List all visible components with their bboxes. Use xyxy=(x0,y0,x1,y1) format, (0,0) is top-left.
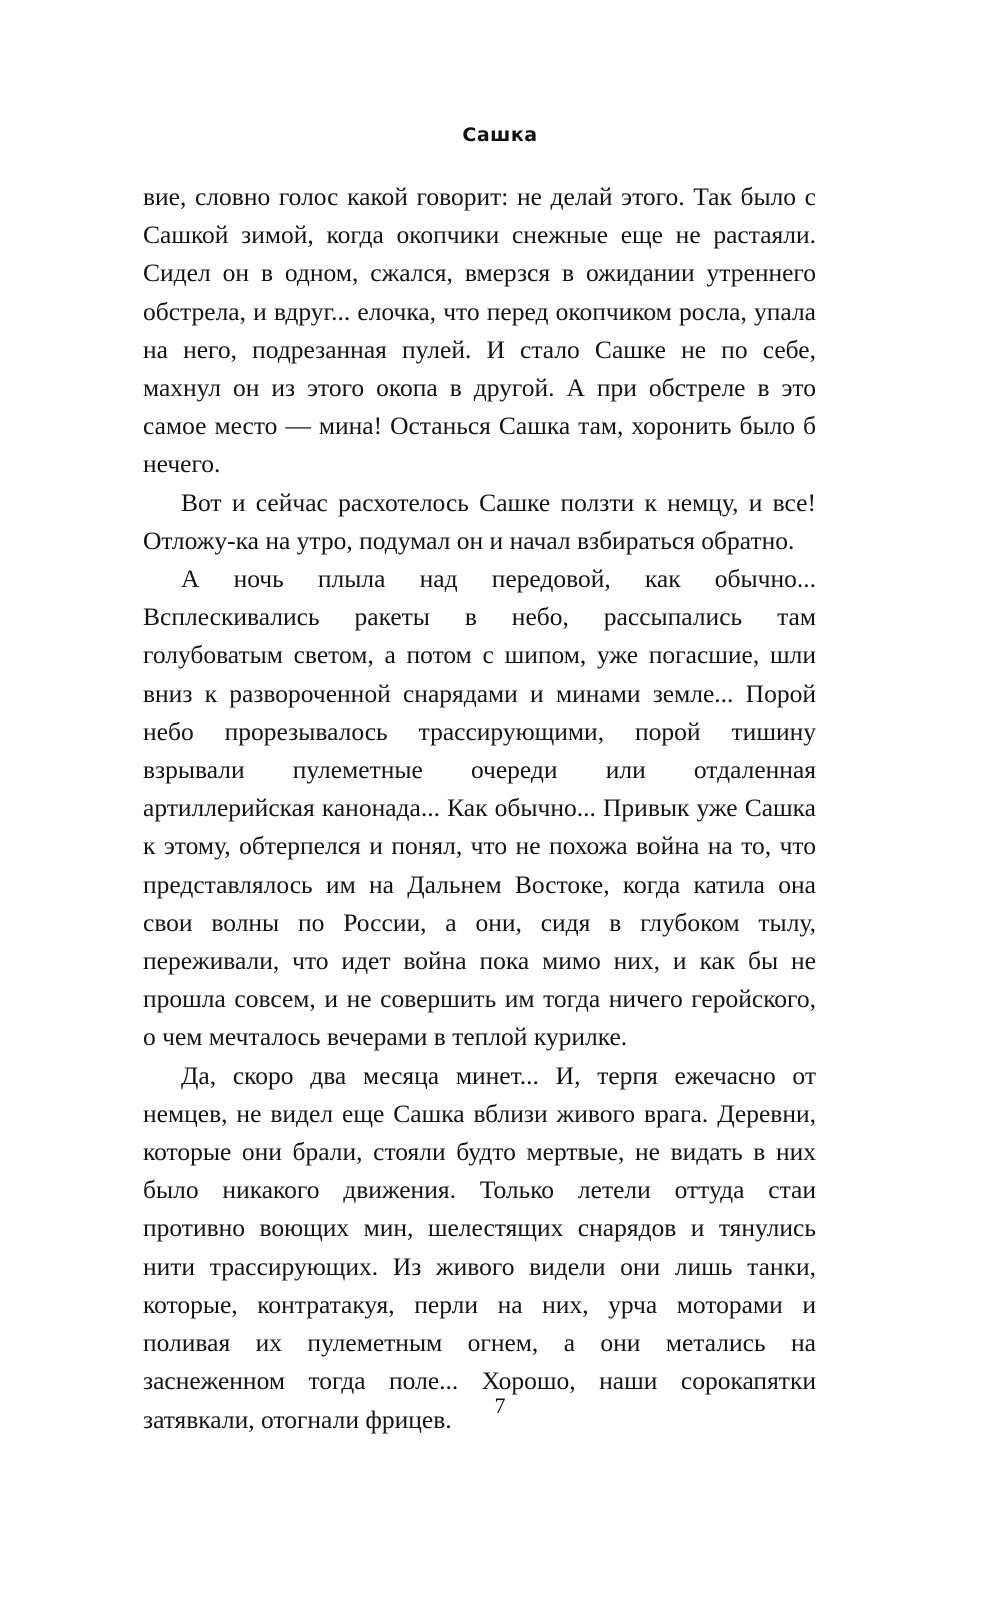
paragraph: вие, словно голос какой говорит: не делай этого. Так было с Сашкой зимой, когда окопчики снежные еще не растаяли. Сидел он в одном, сжался, вмерзся в ожидании утреннего обстрела, и вдруг... елочка, что перед окопчиком росла, упала на него, подрезанная пулей. И стало Сашке не по себе, махнул он из этого окопа в другой. А при обстреле в это самое место — мина! Останься Сашка там, хоронить было б нечего. xyxy=(143,182,816,479)
running-head: Сашка xyxy=(462,124,538,146)
paragraph: А ночь плыла над передовой, как обычно... Всплескивались ракеты в небо, рассыпались там голубоватым светом, а потом с шипом, уже погасшие, шли вниз к развороченной снарядами и минами земле... Порой небо прорезывалось трассирующими, порой тишину взрывали пулеметные очереди или отдаленная артиллерийская канонада... Как обычно... Привык уже Сашка к этому, обтерпелся и понял, что не похожа война на то, что представлялось им на Дальнем Востоке, когда катила она свои волны по России, а они, сидя в глубоком тылу, переживали, что идет война пока мимо них, и как бы не прошла совсем, и не совершить им тогда ничего геройского, о чем мечталось вечерами в теплой курилке. xyxy=(143,564,816,1052)
paragraph: Да, скоро два месяца минет... И, терпя ежечасно от немцев, не видел еще Сашка вблизи живого врага. Деревни, которые они брали, стояли будто мертвые, не видать в них было никакого движения. Только летели оттуда стаи противно воющих мин, шелестящих снарядов и тянулись нити трассирующих. Из живого видели они лишь танки, которые, контратакуя, перли на них, урча моторами и поливая их пулеметным огнем, а они метались на заснеженном тогда поле... Хорошо, наши сорокапятки затявкали, отогнали фрицев. xyxy=(143,1060,816,1434)
paragraph: Вот и сейчас расхотелось Сашке ползти к немцу, и все! Отложу-ка на утро, подумал он и начал взбираться обратно. xyxy=(143,487,816,555)
body-text xyxy=(143,178,816,1439)
page-number: 7 xyxy=(494,1393,506,1418)
